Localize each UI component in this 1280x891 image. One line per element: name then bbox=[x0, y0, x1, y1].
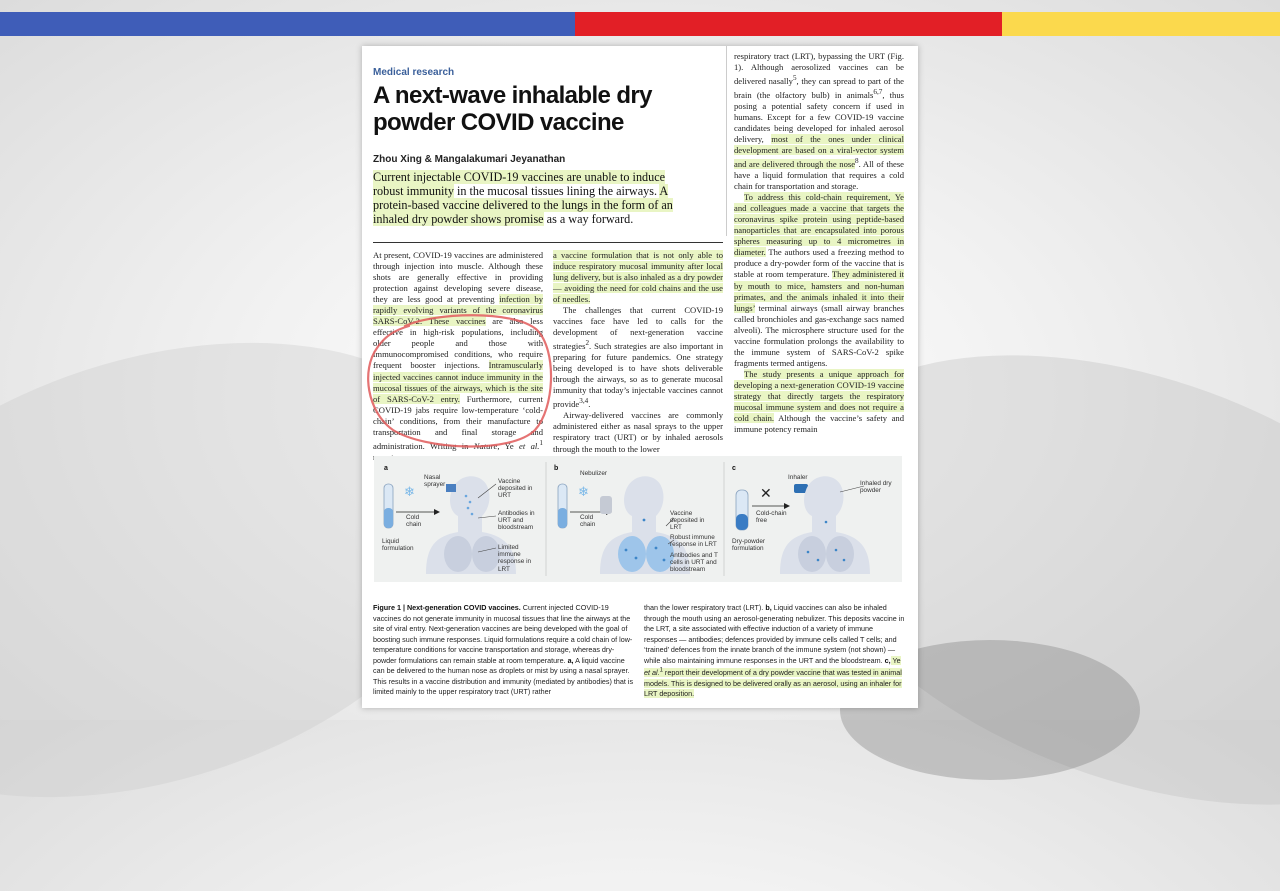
caption-panel-label: a, bbox=[567, 655, 574, 665]
liquid-fill bbox=[384, 508, 393, 528]
label-cold-chain-free: Cold-chain free bbox=[756, 510, 787, 525]
text: terminal airways (small airway branches called bronchioles and gas-exchange sacs named alveoli). The microsphere structure used for the vaccine formulation prolongs the availability to the immune system of SARS-CoV-2 spike fragments termed antigens. bbox=[734, 302, 904, 368]
liquid-fill bbox=[558, 508, 567, 528]
lung-left bbox=[798, 536, 826, 572]
label-dry-powder-formulation: Dry-powder formulation bbox=[732, 538, 766, 553]
article-page bbox=[362, 46, 918, 708]
paragraph bbox=[734, 192, 904, 369]
standfirst-text: as a way forward. bbox=[543, 212, 634, 226]
lung-right bbox=[826, 536, 854, 572]
text: , they can spread to part of the brain (the olfactory bulb) in animals bbox=[734, 75, 904, 100]
text: Furthermore, current COVID-19 jabs require low-temperature ‘cold-chain’ conditions, from their manufacture to transportation and final storage and administration. Writing in bbox=[373, 393, 543, 451]
text: At present, COVID-19 vaccines are administered through injection into muscle. Although these shots are generally effective in providing protection against developing severe disease, they are less good at preventing bbox=[373, 250, 543, 305]
body-column-2 bbox=[553, 250, 723, 455]
red-circle-annotation bbox=[365, 308, 555, 450]
label-vaccine-deposited-lrt: Vaccine deposited in LRT bbox=[670, 510, 705, 532]
caption-text: Liquid vaccines can also be inhaled through the mouth using an aerosol-generating nebulizer. This deposits vaccine in the LRT, a site associated with effective induction of a variety of immune responses — antibodies; defences provided by immune cells called T cells; and ‘trained’ defences from the innate branch of the immune system (not shown) — while also maintaining immune responses in the URT and the bloodstream. bbox=[644, 603, 905, 665]
reference-number[interactable]: 1 bbox=[539, 438, 543, 447]
highlight: They administered it by mouth to mice, hamsters and non-human primates, and the animals inhaled it into their lungs’ bbox=[734, 269, 904, 313]
color-bar-yellow bbox=[1002, 12, 1280, 36]
panel-b-letter: b bbox=[554, 465, 559, 472]
paragraph: Airway-delivered vaccines are commonly administered either as nasal sprays to the upper respiratory tract (URT) or by inhaled aerosols through the mouth to the lower bbox=[553, 410, 723, 454]
label-cold-chain: Cold chain bbox=[580, 514, 596, 529]
caption-text: A liquid vaccine can be delivered to the human nose as droplets or mist by using a nasal sprayer. This results in a vaccine distribution and immunity (mediated by antibodies) that is limited mainly to the upper respiratory tract (URT) rather bbox=[373, 655, 634, 696]
caption-text: report their development of a dry powder vaccine that was tested in animal models. This is designed to be delivered orally as an aerosol, using an inhaler for LRT deposition. bbox=[644, 668, 902, 699]
caption-text: et al. bbox=[644, 668, 660, 678]
lung-right bbox=[472, 536, 500, 572]
text: . bbox=[588, 399, 591, 410]
cross-icon: ✕ bbox=[760, 486, 772, 502]
text: Although the vaccine’s safety and immune potency remain bbox=[734, 413, 904, 435]
arrow-head bbox=[784, 503, 790, 509]
reference-number[interactable]: 8 bbox=[855, 157, 859, 166]
highlight: infection by rapidly evolving variants of the coronavirus SARS-CoV-2. These vaccines bbox=[373, 294, 543, 327]
journal-name: Nature bbox=[473, 440, 498, 451]
text: . Such strategies are also important in preparing for future pandemics. One strategy being developed is to have shots deliverable through the airways, so as to generate mucosal immunity that today’s injectable vaccines cannot provide bbox=[553, 341, 723, 410]
text: respiratory tract (LRT), bypassing the URT (Fig. 1). Although aerosolized vaccines can be delivered nasally bbox=[734, 51, 904, 86]
paragraph bbox=[553, 305, 723, 410]
color-bar-red bbox=[575, 12, 1002, 36]
panel-a-drawing bbox=[384, 476, 516, 574]
caption-text: than the lower respiratory tract (LRT). bbox=[644, 603, 766, 612]
annotation-stroke bbox=[368, 315, 551, 446]
article-authors: Zhou Xing & Mangalakumari Jeyanathan bbox=[373, 154, 566, 165]
standfirst-text: in the mucosal tissues lining the airways. bbox=[453, 184, 658, 198]
label-vaccine-deposited-urt: Vaccine deposited in URT bbox=[498, 478, 533, 500]
caption-title: Figure 1 | Next-generation COVID vaccines. bbox=[373, 603, 521, 612]
text: The authors used a freezing method to produce a dry-powder form of the vaccine that is stable at room temperature. bbox=[734, 247, 904, 280]
reference-number[interactable]: 2 bbox=[585, 339, 590, 348]
header-rule bbox=[373, 242, 723, 243]
highlight: To address this cold-chain requirement, Ye and colleagues made a vaccine that targets the coronavirus spike protein using peptide-based nanoparticles that are encapsulated into porous spheres measuring up to 4 micrometres in diameter. bbox=[734, 192, 904, 258]
highlight: Intramuscularly injected vaccines cannot induce immunity in the mucosal tissues of the airways, which is the site of SARS-CoV-2 entry. bbox=[373, 360, 543, 404]
lung-left bbox=[444, 536, 472, 572]
section-label: Medical research bbox=[373, 67, 455, 78]
caption-text: Current injected COVID-19 vaccines do not generate immunity in mucosal tissues that line the airways at the site of viral entry. Next-generation vaccines are being developed with the goal of boosting such immune responses. Liquid formulations require a cold chain of low-temperature conditions for vaccine transportation and storage, whereas dry-powder formulations can remain stable at room temperature. bbox=[373, 603, 633, 665]
text: The challenges that current COVID-19 vaccines face have led to calls for the development of next-generation vaccine strategies bbox=[553, 305, 723, 352]
arrow-head bbox=[434, 509, 440, 515]
column-rule bbox=[726, 46, 727, 236]
figure-1 bbox=[374, 456, 902, 582]
text: et al. bbox=[519, 440, 540, 451]
reference-number[interactable]: 3,4 bbox=[579, 397, 589, 406]
body-column-3 bbox=[734, 51, 904, 435]
label-nebulizer: Nebulizer bbox=[580, 470, 607, 477]
text: . All of these have a liquid formulation that requires a cold chain for transportation and storage. bbox=[734, 159, 904, 192]
label-robust-response: Robust immune response in LRT bbox=[670, 534, 717, 549]
label-inhaler: Inhaler bbox=[788, 474, 808, 481]
caption-panel-label: b, bbox=[765, 603, 772, 612]
paragraph bbox=[553, 250, 723, 305]
figure-caption-left bbox=[373, 603, 635, 698]
panel-a-letter: a bbox=[384, 465, 388, 472]
reference-number[interactable]: 5 bbox=[792, 74, 797, 83]
label-nasal-sprayer: Nasal sprayer bbox=[424, 474, 446, 489]
standfirst bbox=[373, 170, 673, 226]
reference-number[interactable]: 1 bbox=[659, 668, 663, 674]
reference-number[interactable]: 6,7 bbox=[873, 88, 883, 96]
figure-caption-right bbox=[644, 603, 906, 700]
label-cold-chain: Cold chain bbox=[406, 514, 422, 529]
powder-fill bbox=[736, 514, 748, 530]
text: are also less effective in high-risk populations, including older people and those with immunocompromised conditions, who require frequent booster injections. bbox=[373, 316, 543, 371]
paragraph bbox=[734, 369, 904, 435]
article-title: A next-wave inhalable dry powder COVID vaccine bbox=[373, 82, 652, 136]
label-inhaled-dry-powder: Inhaled dry powder bbox=[860, 480, 892, 495]
color-bar-blue bbox=[0, 12, 575, 36]
nebulizer-icon bbox=[600, 496, 612, 514]
lung-left bbox=[618, 536, 646, 572]
snowflake-icon: ❄ bbox=[404, 485, 415, 500]
label-antibodies-t-cells: Antibodies and T cells in URT and bloodstream bbox=[670, 552, 718, 574]
paragraph bbox=[734, 51, 904, 192]
label-limited-response: Limited immune response in LRT bbox=[498, 544, 532, 573]
highlight: a vaccine formulation that is not only able to induce respiratory mucosal immunity after local lung delivery, but is also inhaled as a dry powder — avoiding the need for cold chains and the use of needles. bbox=[553, 250, 723, 305]
text: , thus posing a potential safety concern if used in humans. Except for a few COVID-19 vaccine candidates being developed for inhaled aerosol delivery, bbox=[734, 89, 904, 145]
caption-text: Ye bbox=[890, 655, 901, 665]
label-liquid-formulation: Liquid formulation bbox=[382, 538, 414, 553]
text: , Ye bbox=[497, 440, 520, 451]
highlight: most of the ones under clinical development are based on a viral-vector system and are delivered through the nose bbox=[734, 134, 904, 169]
color-bar bbox=[0, 12, 1280, 36]
panel-c-letter: c bbox=[732, 465, 736, 472]
highlight: Current injectable COVID-19 vaccines are unable to induce robust immunity bbox=[373, 170, 666, 198]
highlight: A protein-based vaccine delivered to the lungs in the form of an inhaled dry powder shows promise bbox=[373, 184, 673, 226]
panel-c-drawing bbox=[736, 476, 870, 574]
highlight: The study presents a unique approach for developing a next-generation COVID-19 vaccine strategy that directly targets the respiratory mucosal immune system and does not require a cold chain. bbox=[734, 368, 904, 424]
caption-panel-label: c, bbox=[884, 655, 891, 665]
snowflake-icon: ❄ bbox=[578, 485, 589, 500]
label-antibodies-urt: Antibodies in URT and bloodstream bbox=[498, 510, 535, 532]
